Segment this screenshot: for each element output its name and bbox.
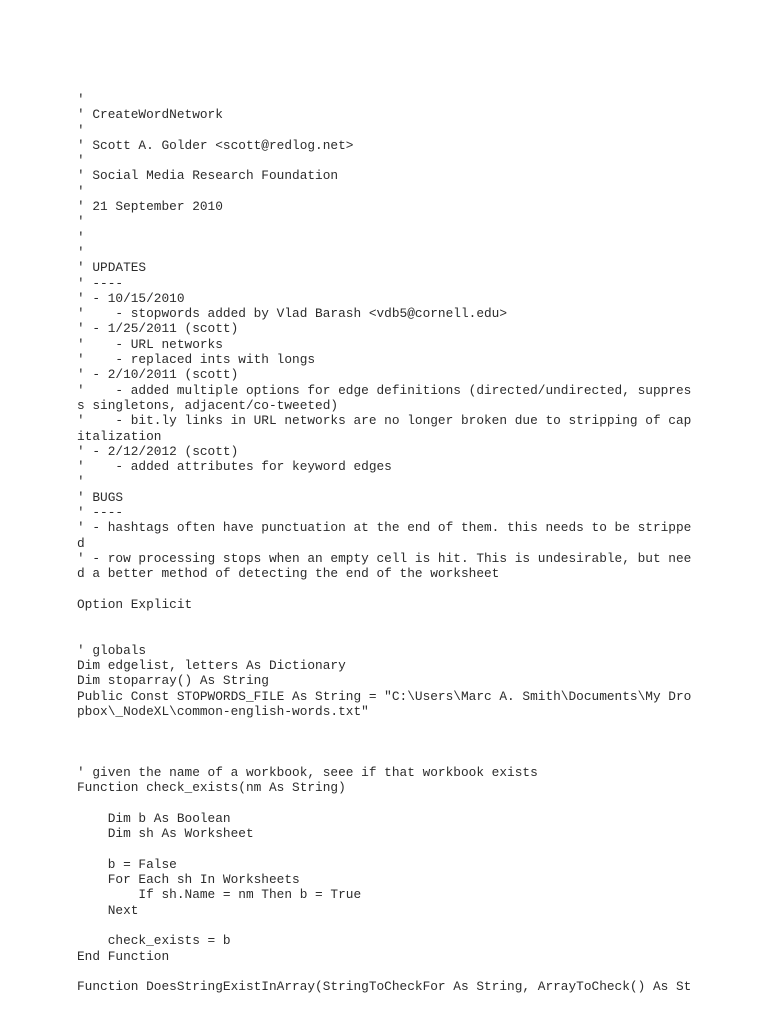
code-line: check_exists = b (77, 933, 231, 949)
code-line (77, 734, 697, 749)
code-line (77, 964, 697, 979)
code-line: pbox\_NodeXL\common-english-words.txt" (77, 703, 369, 719)
code-line: ' (77, 153, 85, 169)
code-line: b = False (77, 856, 177, 872)
code-line: Next (77, 902, 139, 918)
code-line: ' - URL networks (77, 336, 223, 352)
code-line: Function DoesStringExistInArray(StringToCheckFor As String, ArrayToCheck() As St (77, 979, 692, 995)
code-line: Public Const STOPWORDS_FILE As String = "C:\Users\Marc A. Smith\Documents\My Dro (77, 688, 692, 704)
code-line: ' globals (77, 642, 147, 658)
code-line: s singletons, adjacent/co-tweeted) (77, 397, 339, 413)
code-line: d a better method of detecting the end of the worksheet (77, 566, 500, 582)
code-line: d (77, 535, 85, 551)
code-line: For Each sh In Worksheets (77, 872, 300, 888)
code-line: ' (77, 244, 85, 260)
code-line: ' - row processing stops when an empty cell is hit. This is undesirable, but nee (77, 550, 692, 566)
code-line: Dim edgelist, letters As Dictionary (77, 657, 346, 673)
code-line: End Function (77, 948, 170, 964)
code-listing (77, 92, 697, 995)
code-line: ' 21 September 2010 (77, 199, 223, 215)
code-line (77, 918, 697, 933)
code-line: ' (77, 122, 85, 138)
code-line: ' - replaced ints with longs (77, 352, 316, 368)
code-line: ' - hashtags often have punctuation at the end of them. this needs to be strippe (77, 520, 692, 536)
code-line: ' (77, 474, 85, 490)
code-line: ' - added multiple options for edge definitions (directed/undirected, suppres (77, 382, 692, 398)
code-line: ' - 2/12/2012 (scott) (77, 443, 239, 459)
code-line: ' UPDATES (77, 260, 147, 276)
code-line: ' (77, 92, 85, 107)
code-line (77, 796, 697, 811)
code-line: ' BUGS (77, 489, 124, 505)
code-line: Dim b As Boolean (77, 810, 231, 826)
code-line (77, 750, 697, 765)
code-line: ' - 10/15/2010 (77, 290, 185, 306)
code-line: Dim stoparray() As String (77, 673, 269, 689)
code-line (77, 842, 697, 857)
code-line: Dim sh As Worksheet (77, 826, 254, 842)
code-line: ' Scott A. Golder <scott@redlog.net> (77, 137, 354, 153)
code-line: ' (77, 229, 85, 245)
code-line: ' given the name of a workbook, seee if that workbook exists (77, 765, 538, 781)
code-line (77, 719, 697, 734)
code-line: ' CreateWordNetwork (77, 107, 223, 123)
code-line: If sh.Name = nm Then b = True (77, 887, 362, 903)
code-line: ' - stopwords added by Vlad Barash <vdb5@cornell.edu> (77, 306, 508, 322)
code-line: ' - added attributes for keyword edges (77, 459, 392, 475)
code-line (77, 612, 697, 627)
code-line: ' Social Media Research Foundation (77, 168, 339, 184)
code-line: italization (77, 428, 162, 444)
code-line: ' - 2/10/2011 (scott) (77, 367, 239, 383)
code-line: ' (77, 214, 85, 230)
code-line: Option Explicit (77, 596, 193, 612)
code-line: Function check_exists(nm As String) (77, 780, 346, 796)
code-line: ' ---- (77, 505, 124, 521)
code-line: ' (77, 183, 85, 199)
code-line: ' - bit.ly links in URL networks are no longer broken due to stripping of cap (77, 413, 692, 429)
code-line (77, 582, 697, 597)
code-line: ' ---- (77, 275, 124, 291)
code-line: ' - 1/25/2011 (scott) (77, 321, 239, 337)
code-line (77, 627, 697, 642)
